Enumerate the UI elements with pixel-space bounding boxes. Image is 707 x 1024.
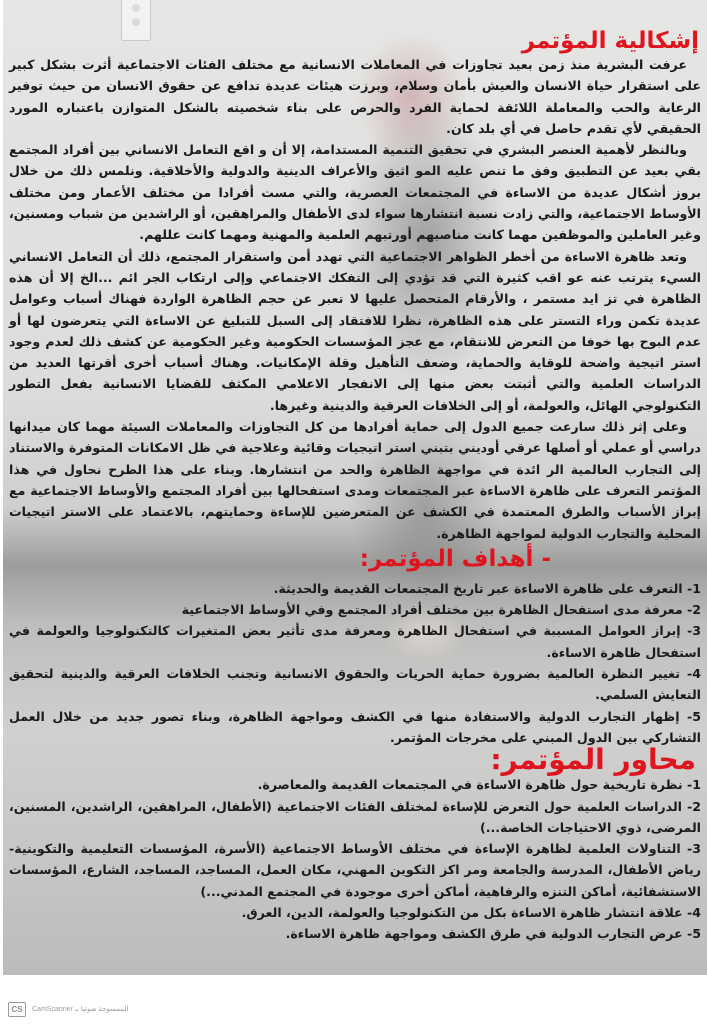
goals-list <box>9 578 701 748</box>
axis-item: 5- عرض التجارب الدولية في طرق الكشف ومواجهة ظاهرة الاساءة. <box>285 926 701 942</box>
goal-item: 2- معرفة مدى استفحال الظاهرة بين مختلف أفراد المجتمع وفي الأوساط الاجتماعية <box>181 602 701 618</box>
problem-paragraph-2: وبالنظر لأهمية العنصر البشري في تحقيق التنمية المستدامة، إلا أن و اقع التعامل الانساني بين أفراد المجتمع بقي بعيد عن التطبيق وفق ما تنص عليه المو اثيق والأعراف الدينية والدولية والأخلاقية. ونلمس ذلك من خلال بروز أشكال عديدة من الاساءة في المجتمعات العصرية، والتي مست أفرادا من مختلف الأعمار ومن مختلف الأوساط الاجتماعية، والتي زادت نسبة انتشارها سواء لدى الأطفال والمراهقين، أو الراشدين من شباب ومسنين، وغير العاملين والموظفين مهما كانت مناصبهم أورتبهم العلمية والمهنية ومهما كانت عللهم. <box>9 142 701 243</box>
problem-heading: إشكالية المؤتمر <box>521 28 699 54</box>
scanner-watermark-text: الممسوحة ضوئيا بـ CamScanner <box>32 1006 129 1013</box>
goal-item: 5- إظهار التجارب الدولية والاستفادة منها في الكشف ومواجهة الظاهرة، وبناء تصور جديد من خلال العمل التشاركي بين الدول المبني على مخرجات المؤتمر. <box>9 708 701 745</box>
axis-item: 2- الدراسات العلمية حول التعرض للإساءة لمختلف الفئات الاجتماعية (الأطفال، المراهقين، الراشدين، المسنين، المرضى، ذوي الاحتياجات الخاصة...) <box>9 798 701 835</box>
goal-item: 3- إبراز العوامل المسببة في استفحال الظاهرة ومعرفة مدى تأثير بعض المتغيرات كالتكنولوجيا والعولمة في استفحال ظاهرة الاساءة. <box>9 623 701 660</box>
problem-paragraph-1: عرفت البشرية منذ زمن بعيد تجاوزات في المعاملات الانسانية مع مختلف الفئات الاجتماعية أثرت بشكل كبير على استقرار حياة الانسان والعيش بأمان وسلام، وبرزت هيئات عديدة تدافع عن حقوق الانسان من حيث توفير الرعاية والحب والمعاملة اللائقة لحماية الفرد والحرص على بناء شخصيته بالشكل المتوازن باعتباره المورد الحقيقي لأي تقدم حاصل في أي بلد كان. <box>9 57 701 136</box>
axis-item: 3- التناولات العلمية لظاهرة الإساءة في مختلف الأوساط الاجتماعية (الأسرة، المؤسسات التعليمية والتكوينية- رياض الأطفال، المدرسة والجامعة ومر اكز التكوين المهني، مكان العمل، المساجد، المساجد، الشارع، المؤسسات الاستشفائية، أماكن التنزه والرفاهية، أماكن أخرى موجودة في المجتمع المدني...) <box>9 841 701 899</box>
axis-item: 1- نظرة تاريخية حول ظاهرة الاساءة في المجتمعات القديمة والمعاصرة. <box>257 777 701 793</box>
goals-heading: - أهداف المؤتمر: <box>359 545 551 572</box>
document-page <box>3 0 707 975</box>
axes-list <box>9 774 701 944</box>
goal-item: 4- تغيير النظرة العالمية بضرورة حماية الحريات والحقوق الانسانية وتجنب الخلافات العرقية والدينية لتحقيق التعايش السلمي. <box>9 666 701 703</box>
problem-paragraph-4: وعلى إثر ذلك سارعت جميع الدول إلى حماية أفرادها من كل التجاوزات والمعاملات السيئة مهما كان ميدانها دراسي أو عملي أو أصلها عرقي أوديني بتبني استر اتيجيات وقائية وعلاجية في ظل الامكانات المتوفرة والاستناد إلى التجارب العالمية الر ائدة في مواجهة الظاهرة والحد من انتشارها. وبناء على هذا الطرح نحاول في هذا المؤتمر التعرف على ظاهرة الاساءة عبر المجتمعات ومدى استفحالها بين أفراد المجتمع والأوساط الاجتماعية مع إبراز الأسباب والطرق المعتمدة في الكشف عن المتعرضين للإساءة وحمايتهم، بالاعتماد على الاستر اتيجيات المحلية والتجارب الدولية لمواجهة الظاهرة. <box>9 419 701 541</box>
scanner-watermark <box>8 1001 129 1017</box>
document-content <box>9 28 701 945</box>
camscanner-logo-icon: CS <box>8 1002 26 1017</box>
axis-item: 4- علاقة انتشار ظاهرة الاساءة بكل من التكنولوجيا والعولمة، الدين، العرق. <box>241 904 701 920</box>
goal-item: 1- التعرف على ظاهرة الاساءة عبر تاريخ المجتمعات القديمة والحديثة. <box>273 580 701 596</box>
problem-paragraph-3: وتعد ظاهرة الاساءة من أخطر الظواهر الاجتماعية التي تهدد أمن واستقرار المجتمع، ذلك أن التعامل الانساني السيء يترتب عنه عو اقب كثيرة التي قد تؤدي إلى التفكك الاجتماعي وإلى ارتكاب الجر ائم ...الخ إلا أن هذه الظاهرة في تز ايد مستمر ، والأرقام المتحصل عليها لا تعبر عن حجم الظاهرة الواردة فهناك أسباب وعوامل عديدة تكمن وراء التستر على هذه الظاهرة، نظرا للافتقاد إلى السبل للتبليغ عن الاساءة التي يتعرضون لها أو عدم البوح بها خوفا من التعرض للانتقام، مع عجز المؤسسات الحكومية وغير الحكومية عن كشف ذلك لعدم وجود استر اتيجية واضحة للوقاية والحماية، وضعف التأهيل وقلة الإمكانيات. وهناك أسباب أخرى أقرتها العديد من الدراسات العلمية والتي أثبتت بعض منها إلى الانفجار الاعلامي المكثف للقضايا الانسانية بفعل التطور التكنولوجي الهائل، والعولمة، أو إلى الخلافات العرقية والدينية وغيرها. <box>9 248 701 413</box>
axes-heading: محاور المؤتمر: <box>490 743 696 777</box>
